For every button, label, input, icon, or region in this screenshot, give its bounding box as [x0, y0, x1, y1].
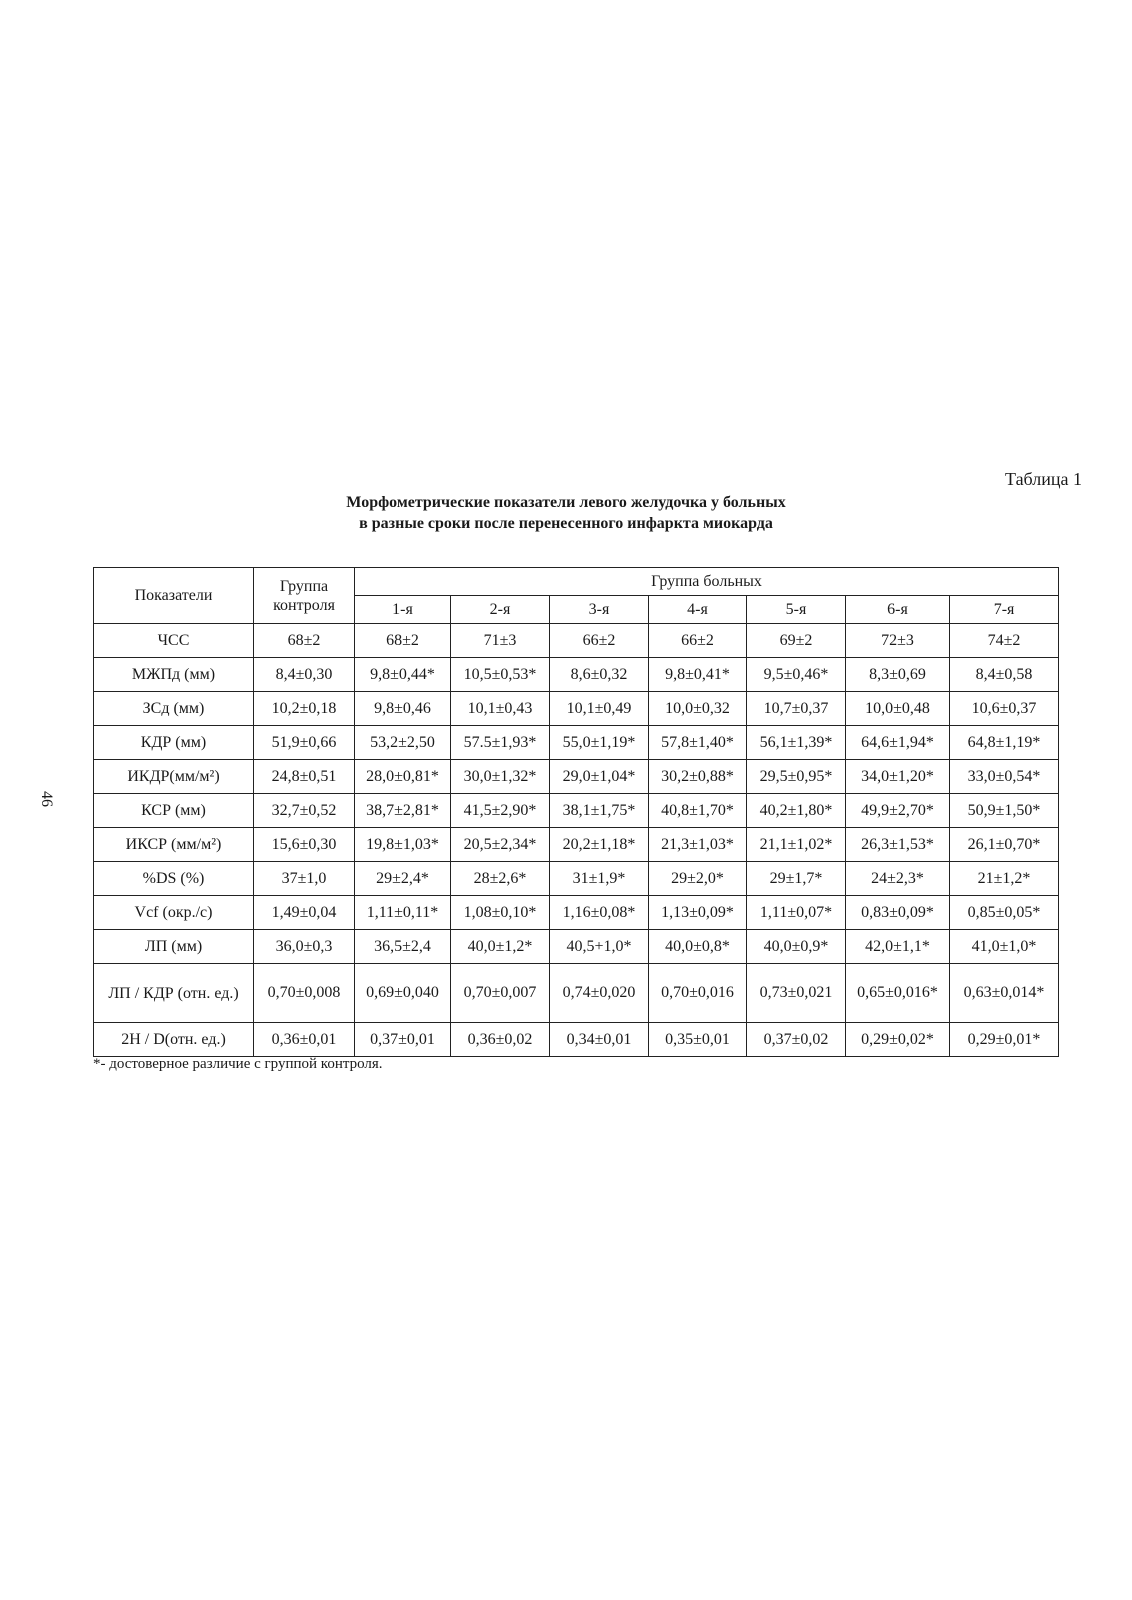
page-number: 46 [38, 791, 55, 807]
table-row [94, 658, 1059, 692]
table-title-line-1: Морфометрические показатели левого желудочка у больных [346, 494, 786, 511]
table-cell: 0,36±0,02 [451, 1023, 550, 1057]
table-cell: 29±2,0* [649, 862, 747, 896]
table-cell: 1,13±0,09* [649, 896, 747, 930]
table-cell: 56,1±1,39* [747, 726, 846, 760]
table-cell: 20,2±1,18* [550, 828, 649, 862]
table-cell: 10,7±0,37 [747, 692, 846, 726]
table-row [94, 1023, 1059, 1057]
table-cell: 26,1±0,70* [950, 828, 1059, 862]
table-cell: 74±2 [950, 624, 1059, 658]
header-subgroup: 2-я [451, 596, 550, 624]
table-row [94, 760, 1059, 794]
table-row [94, 896, 1059, 930]
table-cell: 31±1,9* [550, 862, 649, 896]
table-cell: 0,74±0,020 [550, 964, 649, 1023]
row-label: ЗСд (мм) [94, 692, 254, 726]
table-cell: 29±2,4* [355, 862, 451, 896]
table-cell: 0,69±0,040 [355, 964, 451, 1023]
table-cell: 68±2 [254, 624, 355, 658]
table-cell: 10,1±0,43 [451, 692, 550, 726]
table-cell: 38,1±1,75* [550, 794, 649, 828]
row-label: 2Н / D(отн. ед.) [94, 1023, 254, 1057]
row-label: ИКДР(мм/м²) [94, 760, 254, 794]
table-cell: 9,8±0,46 [355, 692, 451, 726]
table-cell: 1,16±0,08* [550, 896, 649, 930]
table-cell: 9,8±0,41* [649, 658, 747, 692]
table-cell: 29,0±1,04* [550, 760, 649, 794]
table-cell: 8,4±0,58 [950, 658, 1059, 692]
table-cell: 41,0±1,0* [950, 930, 1059, 964]
table-cell: 29±1,7* [747, 862, 846, 896]
table-label: Таблица 1 [1005, 469, 1082, 489]
table-cell: 24±2,3* [846, 862, 950, 896]
header-control-group: Группа контроля [254, 568, 355, 624]
row-label: ЧСС [94, 624, 254, 658]
row-label: ЛП / КДР (отн. ед.) [94, 964, 254, 1023]
table-cell: 66±2 [649, 624, 747, 658]
table-row [94, 862, 1059, 896]
table-cell: 0,63±0,014* [950, 964, 1059, 1023]
table-cell: 50,9±1,50* [950, 794, 1059, 828]
table-cell: 40,0±0,8* [649, 930, 747, 964]
table-cell: 32,7±0,52 [254, 794, 355, 828]
row-label: КСР (мм) [94, 794, 254, 828]
table-cell: 40,8±1,70* [649, 794, 747, 828]
table-cell: 8,3±0,69 [846, 658, 950, 692]
table-row [94, 964, 1059, 1023]
table-row [94, 726, 1059, 760]
table-cell: 0,29±0,01* [950, 1023, 1059, 1057]
table-cell: 55,0±1,19* [550, 726, 649, 760]
table-cell: 69±2 [747, 624, 846, 658]
header-indicators: Показатели [94, 568, 254, 624]
header-patient-group: Группа больных [355, 568, 1059, 596]
table-cell: 28,0±0,81* [355, 760, 451, 794]
table-cell: 38,7±2,81* [355, 794, 451, 828]
table-cell: 0,37±0,01 [355, 1023, 451, 1057]
table-cell: 57.5±1,93* [451, 726, 550, 760]
table-cell: 0,29±0,02* [846, 1023, 950, 1057]
table-cell: 34,0±1,20* [846, 760, 950, 794]
table-row [94, 828, 1059, 862]
table-cell: 0,70±0,016 [649, 964, 747, 1023]
table-cell: 9,8±0,44* [355, 658, 451, 692]
table-cell: 0,70±0,008 [254, 964, 355, 1023]
table-cell: 21,1±1,02* [747, 828, 846, 862]
table-cell: 10,1±0,49 [550, 692, 649, 726]
table-cell: 68±2 [355, 624, 451, 658]
row-label: Vcf (окр./с) [94, 896, 254, 930]
table-cell: 0,35±0,01 [649, 1023, 747, 1057]
table-cell: 53,2±2,50 [355, 726, 451, 760]
table-body [94, 624, 1059, 1057]
table-cell: 33,0±0,54* [950, 760, 1059, 794]
table-cell: 40,0±0,9* [747, 930, 846, 964]
table-cell: 9,5±0,46* [747, 658, 846, 692]
row-label: ЛП (мм) [94, 930, 254, 964]
table-row [94, 624, 1059, 658]
table-row [94, 930, 1059, 964]
table-row [94, 794, 1059, 828]
header-subgroup: 5-я [747, 596, 846, 624]
table-cell: 10,0±0,32 [649, 692, 747, 726]
table-cell: 1,49±0,04 [254, 896, 355, 930]
row-label: %DS (%) [94, 862, 254, 896]
header-subgroup: 6-я [846, 596, 950, 624]
table-cell: 40,0±1,2* [451, 930, 550, 964]
table-cell: 30,2±0,88* [649, 760, 747, 794]
table-cell: 49,9±2,70* [846, 794, 950, 828]
table-cell: 51,9±0,66 [254, 726, 355, 760]
table-cell: 1,11±0,11* [355, 896, 451, 930]
table-cell: 10,2±0,18 [254, 692, 355, 726]
table-cell: 10,6±0,37 [950, 692, 1059, 726]
table-cell: 1,08±0,10* [451, 896, 550, 930]
table-cell: 29,5±0,95* [747, 760, 846, 794]
morphometry-table [93, 567, 1059, 1057]
table-cell: 8,6±0,32 [550, 658, 649, 692]
table-cell: 30,0±1,32* [451, 760, 550, 794]
table-cell: 0,34±0,01 [550, 1023, 649, 1057]
row-label: МЖПд (мм) [94, 658, 254, 692]
table-cell: 21,3±1,03* [649, 828, 747, 862]
table-cell: 0,73±0,021 [747, 964, 846, 1023]
table-cell: 8,4±0,30 [254, 658, 355, 692]
table-cell: 66±2 [550, 624, 649, 658]
header-subgroup: 1-я [355, 596, 451, 624]
table-cell: 1,11±0,07* [747, 896, 846, 930]
table-row [94, 692, 1059, 726]
table-cell: 0,65±0,016* [846, 964, 950, 1023]
table-cell: 20,5±2,34* [451, 828, 550, 862]
table-cell: 0,37±0,02 [747, 1023, 846, 1057]
table-cell: 24,8±0,51 [254, 760, 355, 794]
table-cell: 64,6±1,94* [846, 726, 950, 760]
table-cell: 0,83±0,09* [846, 896, 950, 930]
table-title-line-2: в разные сроки после перенесенного инфаркта миокарда [359, 515, 773, 532]
table-cell: 0,70±0,007 [451, 964, 550, 1023]
footnote: *- достоверное различие с группой контроля. [93, 1056, 383, 1072]
header-subgroup: 7-я [950, 596, 1059, 624]
table-cell: 15,6±0,30 [254, 828, 355, 862]
table-cell: 57,8±1,40* [649, 726, 747, 760]
row-label: КДР (мм) [94, 726, 254, 760]
table-cell: 41,5±2,90* [451, 794, 550, 828]
table-cell: 36,5±2,4 [355, 930, 451, 964]
header-row-1 [94, 568, 1059, 596]
table-cell: 40,2±1,80* [747, 794, 846, 828]
table-cell: 42,0±1,1* [846, 930, 950, 964]
table-cell: 64,8±1,19* [950, 726, 1059, 760]
table-cell: 19,8±1,03* [355, 828, 451, 862]
row-label: ИКСР (мм/м²) [94, 828, 254, 862]
table-cell: 40,5+1,0* [550, 930, 649, 964]
table-cell: 0,85±0,05* [950, 896, 1059, 930]
header-subgroup: 4-я [649, 596, 747, 624]
table-cell: 0,36±0,01 [254, 1023, 355, 1057]
table-cell: 36,0±0,3 [254, 930, 355, 964]
table-cell: 26,3±1,53* [846, 828, 950, 862]
table-cell: 37±1,0 [254, 862, 355, 896]
table-cell: 72±3 [846, 624, 950, 658]
header-subgroup: 3-я [550, 596, 649, 624]
table-cell: 71±3 [451, 624, 550, 658]
table-cell: 21±1,2* [950, 862, 1059, 896]
table-cell: 10,5±0,53* [451, 658, 550, 692]
table-cell: 10,0±0,48 [846, 692, 950, 726]
table-cell: 28±2,6* [451, 862, 550, 896]
